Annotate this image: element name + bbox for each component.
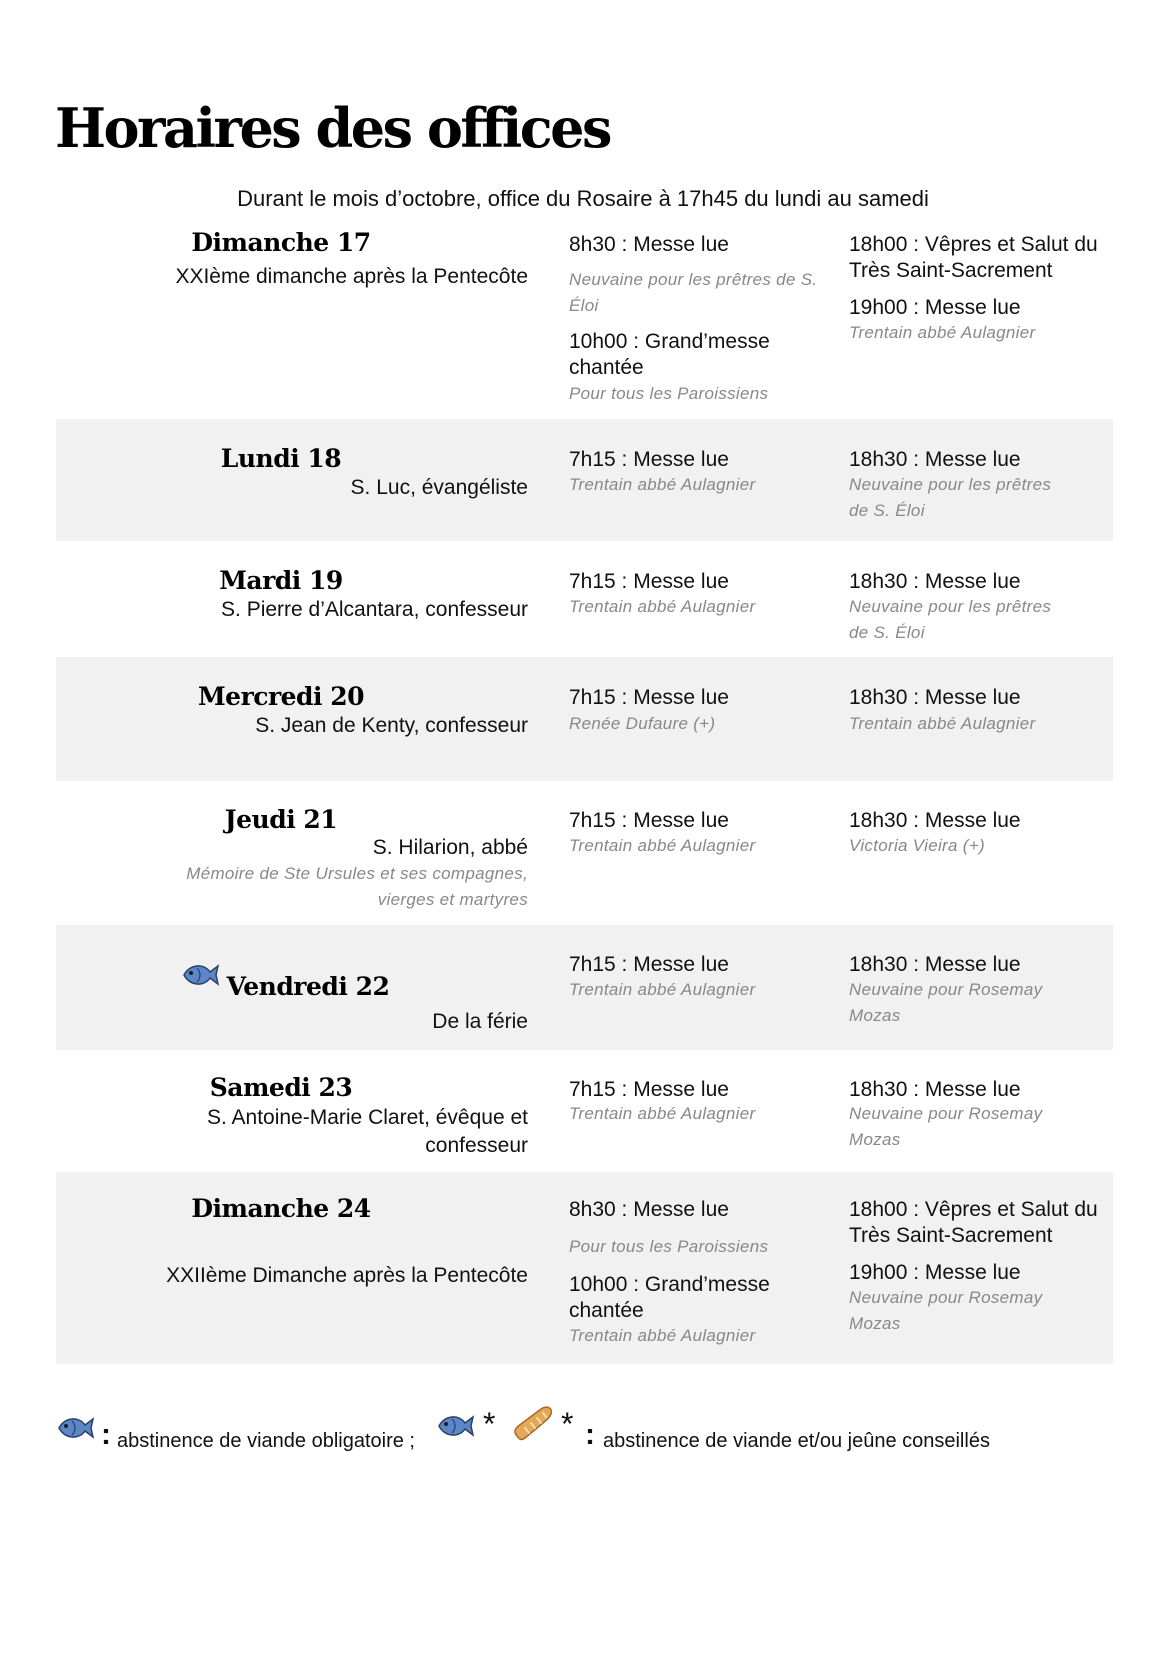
day-row-tuesday-19 [56,541,1113,657]
mass-time: 7h15 : Messe lue [569,570,729,593]
mass-intention: Neuvaine pour Rosemay Mozas [849,980,1043,1025]
mass-time: 18h30 : Messe lue [849,1078,1021,1101]
rosary-notice: Durant le mois d’octobre, office du Rosaire à 17h45 du lundi au samedi [237,186,929,211]
day-row-saturday-23 [56,1050,1113,1172]
fish-icon [435,1412,475,1440]
day-row-wednesday-20 [56,657,1113,781]
mass-time: 8h30 : Messe lue [569,1198,729,1221]
mass-intention: Neuvaine pour Rosemay Mozas [849,1104,1043,1149]
day-row-thursday-21 [56,781,1113,925]
mass-intention: Trentain abbé Aulagnier [569,597,756,616]
mass-time: 10h00 : Grand’messe chantée [569,330,770,379]
day-feast: S. Jean de Kenty, confesseur [255,714,528,737]
mass-time: 7h15 : Messe lue [569,686,729,709]
mass-intention: Trentain abbé Aulagnier [569,1326,756,1345]
mass-time: 7h15 : Messe lue [569,953,729,976]
legend-mandatory-text: abstinence de viande obligatoire ; [117,1430,415,1452]
day-row-friday-22 [56,925,1113,1050]
mass-intention: Trentain abbé Aulagnier [569,475,756,494]
mass-time: 18h30 : Messe lue [849,686,1021,709]
mass-time: 18h30 : Messe lue [849,953,1021,976]
day-name: Vendredi 22 [226,972,390,1001]
mass-intention: Neuvaine pour les prêtres de S. Éloi [849,475,1052,520]
legend [55,1406,1115,1462]
mass-time: 8h30 : Messe lue [569,233,729,256]
mass-time: 10h00 : Grand’messe chantée [569,1273,770,1322]
mass-intention: Trentain abbé Aulagnier [849,323,1036,342]
day-feast: XXIème dimanche après la Pentecôte [175,265,528,288]
mass-time: 18h30 : Messe lue [849,448,1021,471]
day-feast: S. Hilarion, abbé [372,836,528,859]
mass-intention: Neuvaine pour les prêtres de S. Éloi [569,270,818,315]
day-feast: De la férie [432,1010,528,1033]
mass-intention: Trentain abbé Aulagnier [569,1104,756,1123]
vespers-time: 18h00 : Vêpres et Salut du Très Saint-Sacrement [849,1198,1098,1247]
day-name: Samedi 23 [209,1073,353,1102]
legend-star: * [483,1406,496,1442]
bread-icon [511,1404,555,1444]
day-name: Lundi 18 [220,444,342,473]
mass-intention: Trentain abbé Aulagnier [569,980,756,999]
day-feast: S. Pierre d’Alcantara, confesseur [221,598,528,621]
mass-intention: Trentain abbé Aulagnier [849,714,1036,733]
mass-intention: Pour tous les Paroissiens [569,384,769,403]
mass-time: 7h15 : Messe lue [569,1078,729,1101]
day-row-sunday-24 [56,1172,1113,1364]
legend-advised-text: abstinence de viande et/ou jeûne conseillés [603,1430,990,1452]
day-feast: S. Luc, évangéliste [350,476,528,499]
day-name: Dimanche 24 [191,1194,371,1223]
day-name: Jeudi 21 [224,805,338,834]
mass-intention: Pour tous les Paroissiens [569,1237,769,1256]
day-feast: XXIIème Dimanche après la Pentecôte [166,1264,528,1287]
mass-time: 19h00 : Messe lue [849,1261,1021,1284]
day-row-sunday-17 [56,225,1113,415]
fish-icon [55,1414,95,1442]
mass-time: 18h30 : Messe lue [849,809,1021,832]
mass-intention: Trentain abbé Aulagnier [569,836,756,855]
legend-star: * [561,1406,574,1442]
legend-colon: : [585,1418,595,1451]
mass-time: 18h30 : Messe lue [849,570,1021,593]
mass-intention: Neuvaine pour Rosemay Mozas [849,1288,1043,1333]
day-name: Mercredi 20 [197,682,365,711]
page-title: Horaires des offices [55,96,610,160]
mass-time: 7h15 : Messe lue [569,809,729,832]
mass-time: 7h15 : Messe lue [569,448,729,471]
day-name: Mardi 19 [219,566,343,595]
mass-time: 19h00 : Messe lue [849,296,1021,319]
day-name: Dimanche 17 [191,228,371,257]
day-memorial-note: Mémoire de Ste Ursules et ses compagnes, vierges et martyres [186,864,528,909]
legend-colon: : [101,1418,111,1451]
mass-intention: Neuvaine pour les prêtres de S. Éloi [849,597,1052,642]
mass-intention: Renée Dufaure (+) [569,714,716,733]
mass-intention: Victoria Vieira (+) [849,836,985,855]
day-row-monday-18 [56,419,1113,541]
vespers-time: 18h00 : Vêpres et Salut du Très Saint-Sacrement [849,233,1098,282]
day-feast: S. Antoine-Marie Claret, évêque et confesseur [206,1106,528,1157]
